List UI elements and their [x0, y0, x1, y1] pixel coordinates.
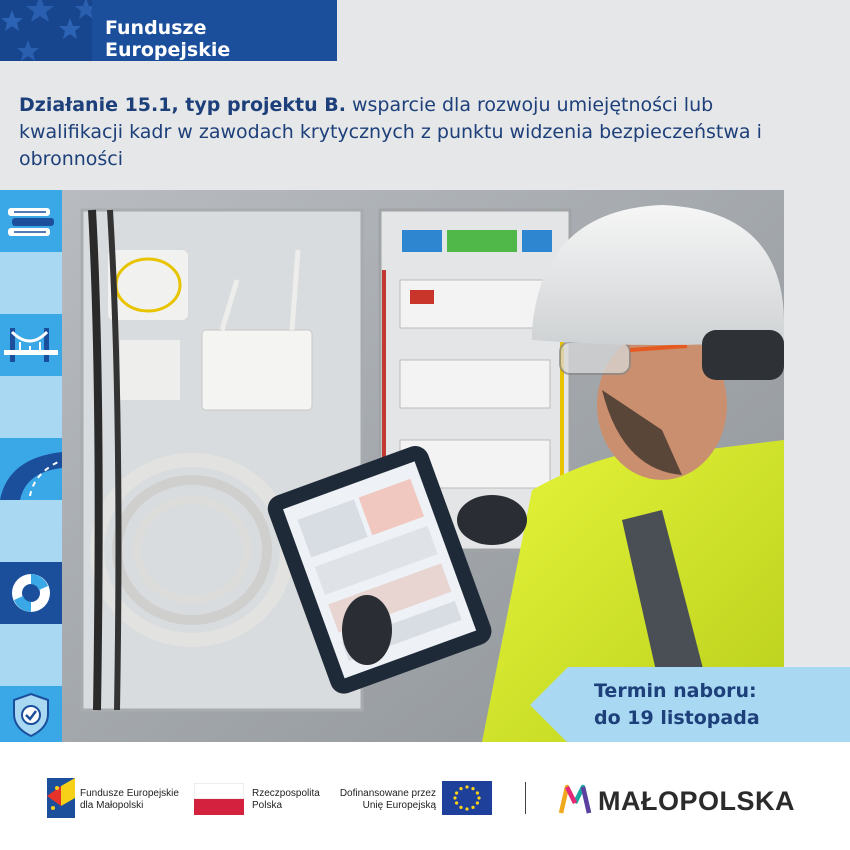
- brand-tab: [0, 0, 337, 61]
- brand-label: Fundusze Europejskie: [105, 17, 231, 61]
- books-icon: [0, 190, 62, 252]
- electrician-with-tablet-photo: [62, 190, 784, 742]
- fe-logo-text: Fundusze Europejskie dla Małopolski: [80, 788, 179, 811]
- headline-bold: Działanie 15.1, typ projektu B.: [19, 94, 346, 116]
- footer-divider: [525, 782, 526, 814]
- malopolska-logo-icon: [558, 783, 592, 819]
- deadline-line2: do 19 listopada: [594, 707, 760, 729]
- poland-flag-icon: [194, 783, 244, 819]
- eu-logo-text: Dofinansowane przez Unię Europejską: [339, 788, 436, 811]
- rp-logo-text: Rzeczpospolita Polska: [252, 788, 320, 811]
- shield-check-icon: [0, 686, 62, 748]
- headline: [19, 92, 799, 173]
- lifebuoy-icon: [0, 562, 62, 624]
- malopolska-wordmark: MAŁOPOLSKA: [598, 786, 795, 816]
- bridge-icon: [0, 314, 62, 376]
- eu-flag-icon: [442, 781, 492, 819]
- fe-logo-icon: [47, 778, 75, 822]
- icon-strip: [0, 190, 62, 742]
- eu-stars-icon: [0, 0, 92, 61]
- headline-rest: wsparcie dla rozwoju umiejętności lub kwalifikacji kadr w zawodach krytycznych z punktu widzenia bezpieczeństwa i obronności: [19, 94, 762, 170]
- deadline-line1: Termin naboru:: [594, 680, 757, 702]
- deadline-text: [594, 678, 760, 732]
- road-icon: [0, 438, 62, 500]
- right-margin-band: [784, 190, 850, 742]
